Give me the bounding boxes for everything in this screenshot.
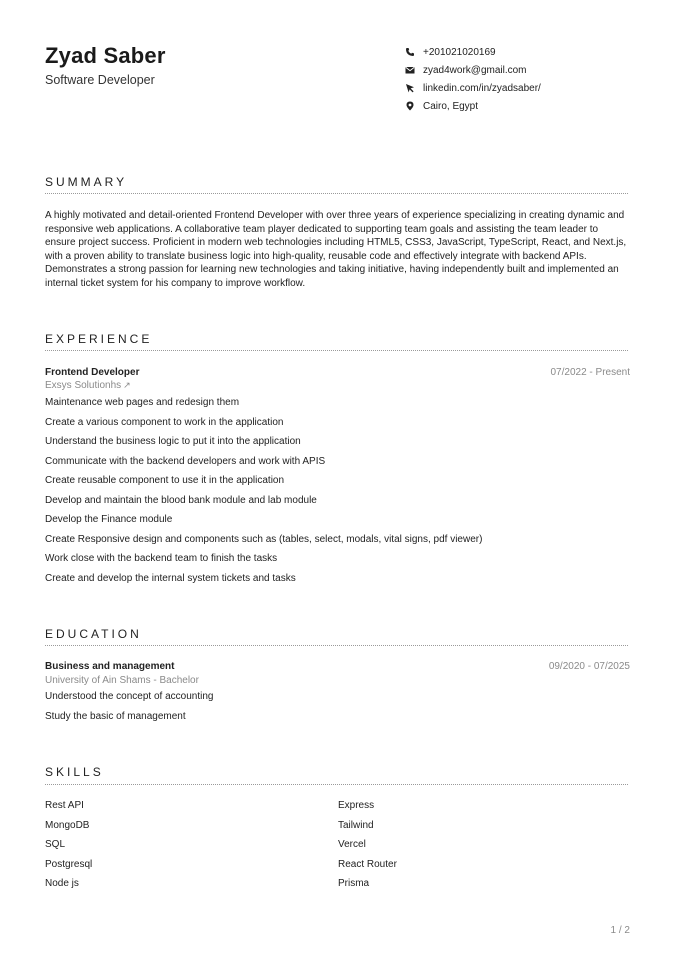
contact-linkedin[interactable] <box>404 79 541 97</box>
candidate-role: Software Developer <box>45 73 155 87</box>
list-item: Understood the concept of accounting <box>45 691 214 702</box>
skill-item: Rest API <box>45 800 84 811</box>
skill-item: Node js <box>45 878 79 889</box>
summary-divider <box>45 193 628 194</box>
skill-item: MongoDB <box>45 819 90 831</box>
education-heading: EDUCATION <box>45 627 142 641</box>
company-name[interactable]: Exsys Solutionhs <box>45 380 122 391</box>
job-title: Frontend Developer <box>45 367 140 378</box>
skill-item: Vercel <box>338 839 366 850</box>
list-item: Create a various component to work in the application <box>45 416 284 428</box>
list-item: Create Responsive design and components such as (tables, select, modals, vital signs, pdf viewer) <box>45 533 483 545</box>
cursor-icon <box>404 83 415 94</box>
education-divider <box>45 645 628 646</box>
contact-phone-text: +201021020169 <box>423 46 496 58</box>
external-link-icon: ↗ <box>123 380 131 390</box>
skill-item: SQL <box>45 839 66 850</box>
contact-linkedin-text[interactable]: linkedin.com/in/zyadsaber/ <box>423 82 541 94</box>
list-item: Create and develop the internal system tickets and tasks <box>45 572 296 584</box>
page-number: 1 / 2 <box>610 925 630 936</box>
skill-item: Tailwind <box>338 819 374 831</box>
list-item: Understand the business logic to put it into the application <box>45 436 301 447</box>
skill-item: Express <box>338 800 375 811</box>
skills-heading: SKILLS <box>45 765 104 779</box>
contact-location <box>404 97 541 115</box>
list-item: Maintenance web pages and redesign them <box>45 397 240 408</box>
experience-divider <box>45 350 628 351</box>
list-item: Work close with the backend team to finish the tasks <box>45 553 278 564</box>
skill-item: Postgresql <box>45 858 93 870</box>
education-bullets <box>45 690 213 729</box>
education-dates: 09/2020 - 07/2025 <box>548 661 630 672</box>
list-item: Communicate with the backend developers and work with APIS <box>45 455 326 467</box>
phone-icon <box>404 47 415 58</box>
degree-title: Business and management <box>45 661 175 672</box>
mail-icon <box>404 65 415 76</box>
list-item: Create reusable component to use it in the application <box>45 475 285 486</box>
contact-list <box>404 43 541 115</box>
contact-phone <box>404 43 541 61</box>
skill-item: React Router <box>338 858 397 870</box>
contact-location-text: Cairo, Egypt <box>423 100 479 112</box>
skill-item: Prisma <box>338 878 370 889</box>
location-pin-icon <box>404 101 415 112</box>
list-item: Study the basic of management <box>45 710 186 722</box>
experience-heading: EXPERIENCE <box>45 332 153 346</box>
skills-column-left <box>45 799 92 897</box>
contact-email-text[interactable]: zyad4work@gmail.com <box>423 64 527 76</box>
job-dates: 07/2022 - Present <box>550 367 630 378</box>
summary-heading: SUMMARY <box>45 175 128 189</box>
school-name: University of Ain Shams - Bachelor <box>45 675 199 686</box>
company-link[interactable] <box>45 380 131 391</box>
list-item: Develop and maintain the blood bank module and lab module <box>45 494 317 506</box>
experience-bullets <box>45 396 482 591</box>
contact-email[interactable] <box>404 61 541 79</box>
list-item: Develop the Finance module <box>45 514 173 525</box>
candidate-name: Zyad Saber <box>45 43 166 68</box>
skills-column-right <box>338 799 397 897</box>
summary-text: A highly motivated and detail-oriented Frontend Developer with over three years of experience specializing in creating dynamic and responsive web applications. A collaborative team player dedicated to supporting team goals and assisting the team leader to ensure project success. Proficient in modern web technologies including HTML5, CSS3, JavaScript, TypeScript, React, and Next.js, with a proven ability to translate business logic into high-quality, reusable code and effectively integrate with backend APIs. Demonstrates a strong passion for learning new technologies and taking initiative, having independently built and implemented an internal ticket system for his company to improve workflow. <box>45 210 627 289</box>
skills-divider <box>45 784 628 785</box>
